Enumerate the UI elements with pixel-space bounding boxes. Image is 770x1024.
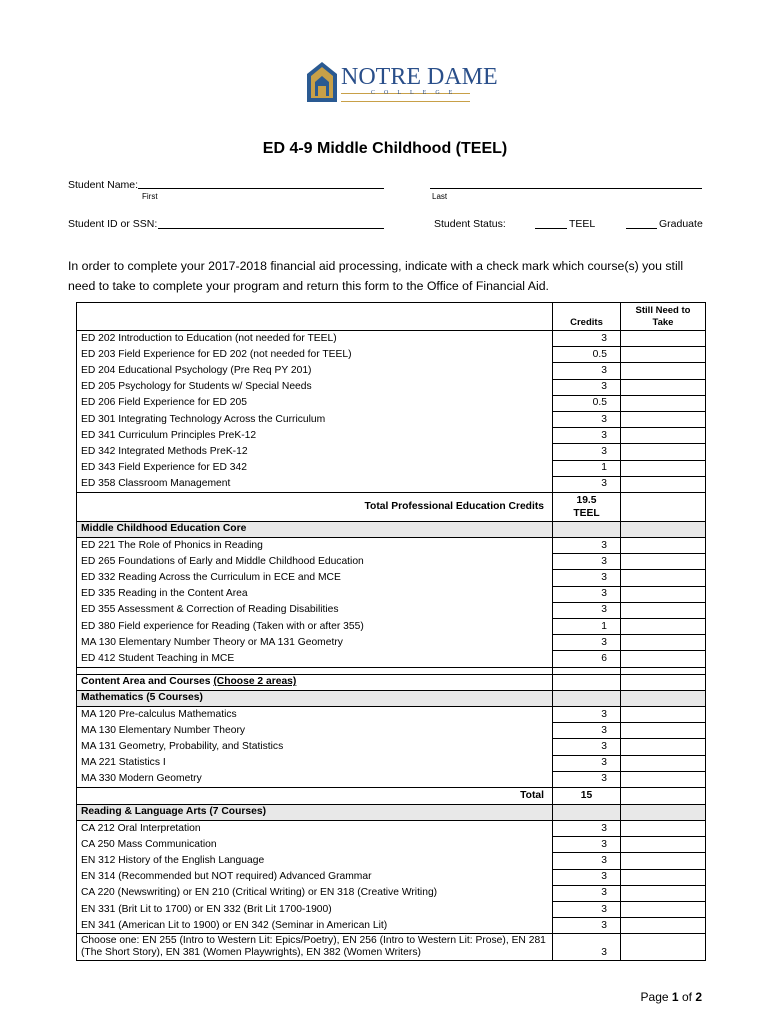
course-credits: 6 [553,651,621,667]
course-credits: 3 [553,379,621,395]
course-name: ED 206 Field Experience for ED 205 [77,395,553,411]
course-credits: 0.5 [553,347,621,363]
choose-one-course: Choose one: EN 255 (Intro to Western Lit: Epics/Poetry), EN 256 (Intro to Western Lit: Prose), EN 281 (The Short Story), EN 381 (Women Playwrights), EN 382 (Women Writers) [77,934,553,961]
table-row [77,363,706,379]
table-row [77,821,706,837]
still-need-checkbox[interactable] [621,570,706,586]
course-name: ED 380 Field experience for Reading (Taken with or after 355) [77,619,553,635]
table-row [77,837,706,853]
empty-cell [621,674,706,690]
table-row [77,853,706,869]
still-need-checkbox[interactable] [621,918,706,934]
course-credits: 3 [553,723,621,739]
credits-col-header: Credits [553,303,621,331]
course-credits: 3 [553,602,621,618]
still-need-checkbox[interactable] [621,460,706,476]
table-row [77,395,706,411]
course-credits: 3 [553,444,621,460]
table-row [77,635,706,651]
still-need-checkbox[interactable] [621,706,706,722]
table-row [77,303,706,331]
empty-cell [621,521,706,537]
course-name: MA 120 Pre-calculus Mathematics [77,706,553,722]
still-need-checkbox[interactable] [621,586,706,602]
course-credits: 3 [553,739,621,755]
course-credits: 3 [553,538,621,554]
student-status-label: Student Status: [434,218,506,230]
still-need-checkbox[interactable] [621,869,706,885]
still-need-checkbox[interactable] [621,444,706,460]
spacer-cell [621,667,706,674]
professional-total-label: Total Professional Education Credits [77,492,553,521]
course-credits: 3 [553,554,621,570]
course-name: ED 335 Reading in the Content Area [77,586,553,602]
empty-cell [621,804,706,820]
still-need-checkbox[interactable] [621,347,706,363]
table-row [77,492,706,521]
table-row [77,787,706,804]
table-row [77,739,706,755]
course-name: MA 330 Modern Geometry [77,771,553,787]
instructions-paragraph: In order to complete your 2017-2018 financial aid processing, indicate with a check mark which course(s) you still need to take to complete your program and return this form to the Office of Financial Aid. [68,259,684,293]
still-need-checkbox[interactable] [621,476,706,492]
table-row [77,444,706,460]
course-credits: 3 [553,428,621,444]
logo-sub: COLLEGE [371,90,462,96]
table-row [77,602,706,618]
course-name: CA 220 (Newswriting) or EN 210 (Critical Writing) or EN 318 (Creative Writing) [77,885,553,901]
first-label: First [142,192,158,201]
still-need-checkbox[interactable] [621,602,706,618]
course-name: ED 343 Field Experience for ED 342 [77,460,553,476]
course-name: EN 314 (Recommended but NOT required) Advanced Grammar [77,869,553,885]
course-credits: 3 [553,706,621,722]
still-need-checkbox[interactable] [621,771,706,787]
total-value: 19.5 [576,494,597,506]
course-name: MA 221 Statistics I [77,755,553,771]
student-id-label: Student ID or SSN: [68,218,158,230]
teel-checkbox-line[interactable] [535,228,567,229]
course-name: EN 341 (American Lit to 1900) or EN 342 (Seminar in American Lit) [77,918,553,934]
section-header-reading: Reading & Language Arts (7 Courses) [77,804,553,820]
course-credits: 3 [553,902,621,918]
total-sub: TEEL [573,507,600,519]
course-name: MA 131 Geometry, Probability, and Statistics [77,739,553,755]
still-need-checkbox[interactable] [621,787,706,804]
empty-cell [621,690,706,706]
math-total-label: Total [77,787,553,804]
table-row [77,331,706,347]
page-number [641,990,702,1004]
course-name: ED 221 The Role of Phonics in Reading [77,538,553,554]
section-header-math: Mathematics (5 Courses) [77,690,553,706]
still-need-checkbox[interactable] [621,619,706,635]
teel-label: TEEL [569,218,596,230]
still-need-checkbox[interactable] [621,723,706,739]
table-row [77,918,706,934]
college-logo [305,60,498,106]
still-need-checkbox[interactable] [621,363,706,379]
table-row [77,651,706,667]
course-credits: 3 [553,363,621,379]
still-need-checkbox[interactable] [621,492,706,521]
course-credits: 0.5 [553,395,621,411]
course-credits: 3 [553,476,621,492]
empty-cell [553,690,621,706]
last-label: Last [432,192,448,201]
college-seal-icon [305,60,339,104]
course-credits: 3 [553,771,621,787]
course-credits: 3 [553,918,621,934]
table-row [77,771,706,787]
course-credits: 3 [553,837,621,853]
still-need-checkbox[interactable] [621,395,706,411]
logo-name: NOTRE DAME [341,64,498,90]
still-need-checkbox[interactable] [621,635,706,651]
course-credits: 3 [553,821,621,837]
empty-cell [553,521,621,537]
table-row [77,460,706,476]
empty-cell [553,674,621,690]
page-title: ED 4-9 Middle Childhood (TEEL) [262,140,508,157]
course-name: ED 342 Integrated Methods PreK-12 [77,444,553,460]
table-row [77,690,706,706]
course-name: ED 205 Psychology for Students w/ Special Needs [77,379,553,395]
table-row [77,804,706,820]
course-name: CA 212 Oral Interpretation [77,821,553,837]
still-need-checkbox[interactable] [621,538,706,554]
math-total-value: 15 [553,787,621,804]
table-row [77,347,706,363]
table-row [77,619,706,635]
course-name: ED 265 Foundations of Early and Middle Childhood Education [77,554,553,570]
still-need-checkbox[interactable] [621,853,706,869]
course-name: ED 341 Curriculum Principles PreK-12 [77,428,553,444]
spacer-cell [77,667,553,674]
still-need-checkbox[interactable] [621,428,706,444]
course-credits: 3 [553,869,621,885]
student-id-field[interactable] [158,228,384,229]
content-header-a: Content Area and Courses [81,676,214,688]
page-current: 1 [671,990,679,1004]
table-row [77,476,706,492]
still-need-checkbox[interactable] [621,934,706,961]
course-credits: 1 [553,619,621,635]
still-need-col-header: Still Need to Take [621,303,706,331]
professional-total-value [553,492,621,521]
course-credits: 3 [553,411,621,427]
course-credits: 3 [553,934,621,961]
still-need-checkbox[interactable] [621,554,706,570]
course-credits: 3 [553,885,621,901]
course-name: ED 412 Student Teaching in MCE [77,651,553,667]
of-word: of [681,990,692,1004]
course-credits: 3 [553,331,621,347]
table-row [77,586,706,602]
course-name: CA 250 Mass Communication [77,837,553,853]
page-word: Page [640,990,669,1004]
table-row [77,706,706,722]
course-table [76,302,706,961]
still-need-checkbox[interactable] [621,331,706,347]
graduate-checkbox-line[interactable] [626,228,657,229]
course-name: ED 203 Field Experience for ED 202 (not needed for TEEL) [77,347,553,363]
still-need-checkbox[interactable] [621,379,706,395]
course-credits: 3 [553,586,621,602]
table-row [77,934,706,961]
still-need-checkbox[interactable] [621,902,706,918]
table-row [77,667,706,674]
spacer-cell [553,667,621,674]
course-name: EN 312 History of the English Language [77,853,553,869]
still-need-checkbox[interactable] [621,739,706,755]
still-need-checkbox[interactable] [621,755,706,771]
table-row [77,674,706,690]
course-name: MA 130 Elementary Number Theory or MA 131 Geometry [77,635,553,651]
still-need-checkbox[interactable] [621,885,706,901]
course-credits: 3 [553,755,621,771]
table-row [77,411,706,427]
table-row [77,902,706,918]
course-name: ED 355 Assessment & Correction of Reading Disabilities [77,602,553,618]
table-row [77,521,706,537]
content-header-b: (Choose 2 areas) [213,676,297,688]
table-row [77,885,706,901]
student-name-label: Student Name: [68,179,139,191]
section-header-core: Middle Childhood Education Core [77,521,553,537]
first-name-field[interactable] [138,188,384,189]
still-need-checkbox[interactable] [621,837,706,853]
course-credits: 1 [553,460,621,476]
course-credits: 3 [553,570,621,586]
course-credits: 3 [553,635,621,651]
section-header-content [77,674,553,690]
course-name: ED 358 Classroom Management [77,476,553,492]
course-credits: 3 [553,853,621,869]
table-row [77,538,706,554]
table-row [77,755,706,771]
logo-rule-bottom [341,101,470,102]
table-row [77,570,706,586]
page-total: 2 [695,990,702,1004]
table-row [77,723,706,739]
course-name: ED 301 Integrating Technology Across the Curriculum [77,411,553,427]
course-name: MA 130 Elementary Number Theory [77,723,553,739]
course-name: EN 331 (Brit Lit to 1700) or EN 332 (Brit Lit 1700-1900) [77,902,553,918]
course-name: ED 204 Educational Psychology (Pre Req PY 201) [77,363,553,379]
still-need-checkbox[interactable] [621,821,706,837]
graduate-label: Graduate [659,218,703,230]
table-row [77,554,706,570]
table-row [77,379,706,395]
empty-cell [553,804,621,820]
course-name: ED 202 Introduction to Education (not needed for TEEL) [77,331,553,347]
course-col-header [77,303,553,331]
course-name: ED 332 Reading Across the Curriculum in ECE and MCE [77,570,553,586]
table-row [77,869,706,885]
table-row [77,428,706,444]
still-need-checkbox[interactable] [621,411,706,427]
last-name-field[interactable] [430,188,702,189]
still-need-checkbox[interactable] [621,651,706,667]
